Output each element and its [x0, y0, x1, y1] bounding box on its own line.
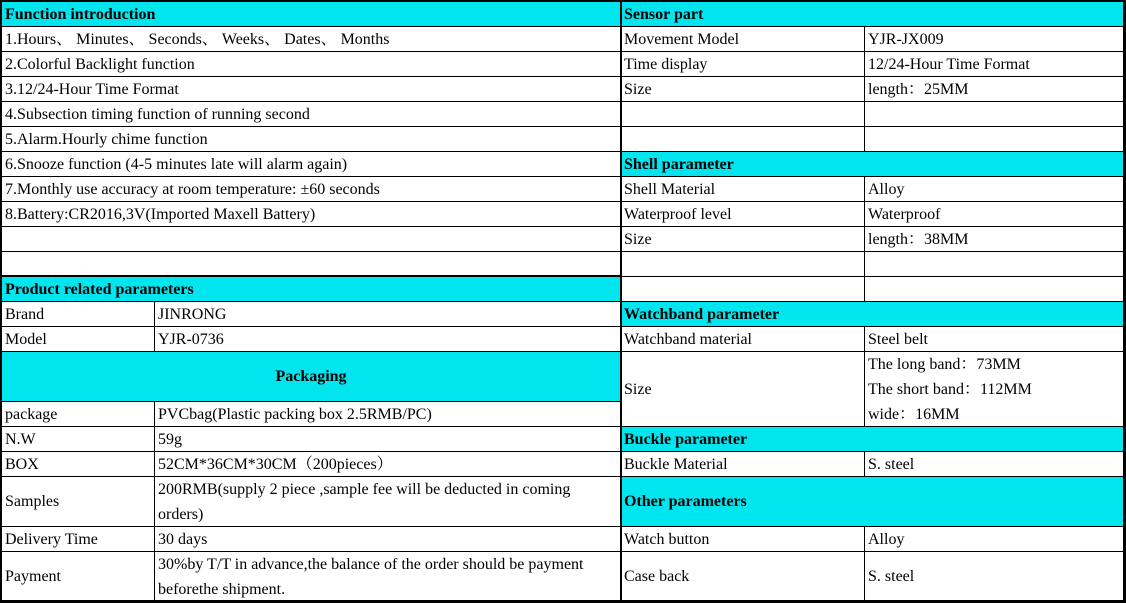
case-back-value: S. steel: [865, 552, 1124, 601]
watchband-material-value: Steel belt: [865, 327, 1124, 352]
waterproof-value: Waterproof: [865, 202, 1124, 227]
box-value: 52CM*36CM*30CM（200pieces）: [155, 452, 621, 477]
watchband-size-value: [865, 352, 1124, 427]
empty-cell: [865, 252, 1124, 277]
function-item-1: 1.Hours、 Minutes、 Seconds、 Weeks、 Dates、 Months: [2, 27, 621, 52]
empty-cell: [2, 227, 621, 252]
shell-header: Shell parameter: [621, 152, 1124, 177]
function-item-4: 4.Subsection timing function of running second: [2, 102, 621, 127]
watch-button-value: Alloy: [865, 527, 1124, 552]
sensor-size-value: length：25MM: [865, 77, 1124, 102]
function-item-8: 8.Battery:CR2016,3V(Imported Maxell Battery): [2, 202, 621, 227]
time-display-label: Time display: [621, 52, 865, 77]
empty-cell: [621, 127, 865, 152]
band-width-size: wide：16MM: [868, 406, 960, 423]
shell-material-value: Alloy: [865, 177, 1124, 202]
waterproof-label: Waterproof level: [621, 202, 865, 227]
model-value: YJR-0736: [155, 327, 621, 352]
empty-cell: [2, 252, 621, 277]
shell-material-label: Shell Material: [621, 177, 865, 202]
empty-cell: [865, 127, 1124, 152]
buckle-material-label: Buckle Material: [621, 452, 865, 477]
other-params-header: Other parameters: [621, 477, 1124, 527]
box-label: BOX: [2, 452, 155, 477]
package-value: PVCbag(Plastic packing box 2.5RMB/PC): [155, 402, 621, 427]
shell-size-label: Size: [621, 227, 865, 252]
nw-label: N.W: [2, 427, 155, 452]
watchband-material-label: Watchband material: [621, 327, 865, 352]
empty-cell: [865, 102, 1124, 127]
function-intro-header: Function introduction: [2, 2, 621, 27]
buckle-header: Buckle parameter: [621, 427, 1124, 452]
package-label: package: [2, 402, 155, 427]
brand-value: JINRONG: [155, 302, 621, 327]
watch-button-label: Watch button: [621, 527, 865, 552]
movement-value: YJR-JX009: [865, 27, 1124, 52]
function-item-5: 5.Alarm.Hourly chime function: [2, 127, 621, 152]
function-item-2: 2.Colorful Backlight function: [2, 52, 621, 77]
empty-cell: [865, 277, 1124, 302]
movement-label: Movement Model: [621, 27, 865, 52]
sensor-size-label: Size: [621, 77, 865, 102]
watchband-header: Watchband parameter: [621, 302, 1124, 327]
empty-cell: [621, 277, 865, 302]
sensor-header: Sensor part: [621, 2, 1124, 27]
brand-label: Brand: [2, 302, 155, 327]
model-label: Model: [2, 327, 155, 352]
buckle-material-value: S. steel: [865, 452, 1124, 477]
function-item-6: 6.Snooze function (4-5 minutes late will alarm again): [2, 152, 621, 177]
payment-value: 30%by T/T in advance,the balance of the order should be payment beforethe shipment.: [155, 552, 621, 601]
samples-label: Samples: [2, 477, 155, 527]
function-item-7: 7.Monthly use accuracy at room temperature: ±60 seconds: [2, 177, 621, 202]
nw-value: 59g: [155, 427, 621, 452]
function-item-3: 3.12/24-Hour Time Format: [2, 77, 621, 102]
product-params-header: Product related parameters: [2, 277, 621, 302]
short-band-size: The short band：112MM: [868, 381, 1032, 398]
packaging-header: Packaging: [2, 352, 621, 402]
case-back-label: Case back: [621, 552, 865, 601]
empty-cell: [621, 252, 865, 277]
delivery-value: 30 days: [155, 527, 621, 552]
watchband-size-label: Size: [621, 352, 865, 427]
long-band-size: The long band：73MM: [868, 356, 1021, 373]
samples-value: 200RMB(supply 2 piece ,sample fee will be deducted in coming orders): [155, 477, 621, 527]
empty-cell: [621, 102, 865, 127]
shell-size-value: length：38MM: [865, 227, 1124, 252]
time-display-value: 12/24-Hour Time Format: [865, 52, 1124, 77]
payment-label: Payment: [2, 552, 155, 601]
delivery-label: Delivery Time: [2, 527, 155, 552]
